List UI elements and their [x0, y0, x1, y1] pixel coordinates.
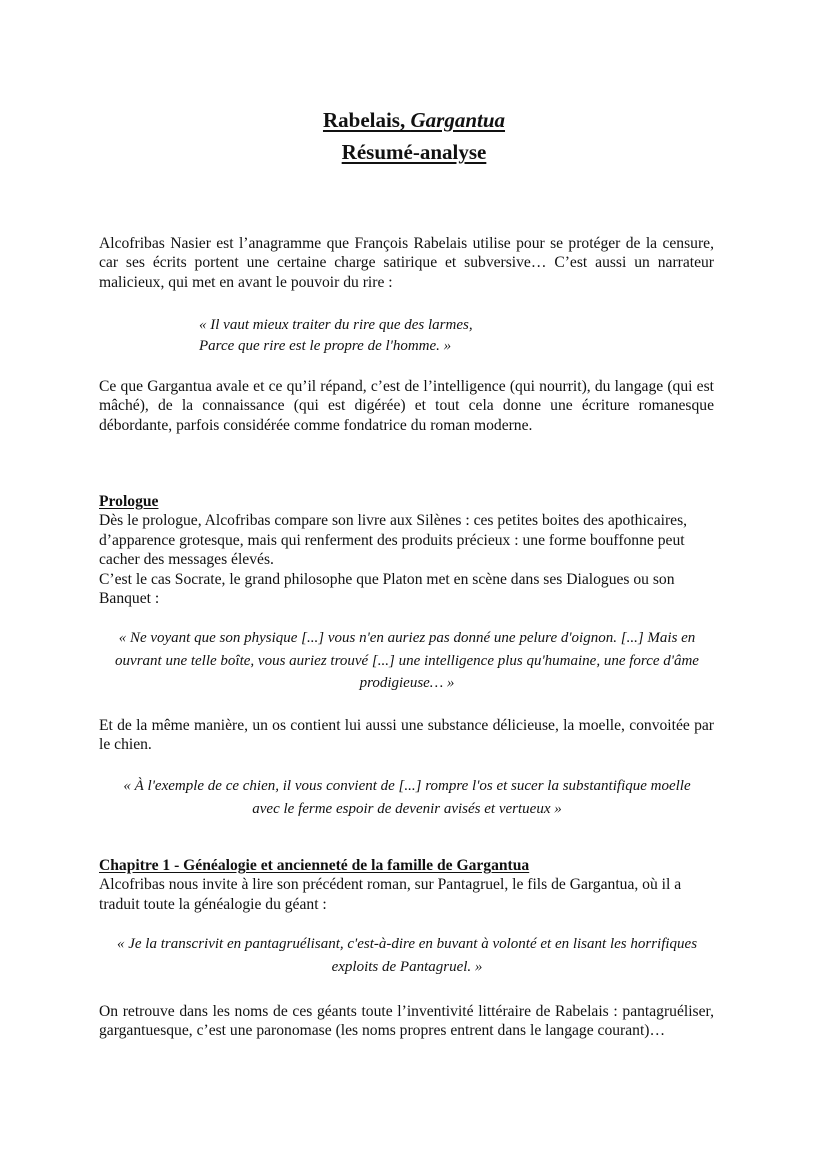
document-title: [0, 104, 828, 168]
prologue-heading: Prologue: [99, 493, 159, 510]
intro-quote-line-1: « Il vaut mieux traiter du rire que des larmes,: [199, 317, 473, 333]
intro-paragraph-2: Ce que Gargantua avale et ce qu’il répand, c’est de l’intelligence (qui nourrit), du langage (qui est mâché), de la connaissance (qui est digérée) et tout cela donne une écriture romanesque débordante, parfois considérée comme fondatrice du roman moderne.: [99, 378, 714, 434]
chapter-1-heading: Chapitre 1 - Généalogie et ancienneté de la famille de Gargantua: [99, 857, 530, 874]
prologue-paragraph-3-block: [99, 716, 714, 755]
intro-quote-line-2: Parce que rire est le propre de l'homme. »: [199, 338, 452, 354]
prologue-paragraph-2: C’est le cas Socrate, le grand philosophe que Platon met en scène dans ses Dialogues ou son Banquet :: [99, 570, 675, 608]
chapter-1-quote: « Je la transcrivit en pantagruélisant, c'est-à-dire en buvant à volonté et en lisant les horrifiques exploits de Pantagruel. »: [116, 936, 698, 975]
intro-paragraph-1-block: [99, 234, 714, 292]
chapter-1-section: [99, 856, 714, 914]
chapter-1-paragraph-2-block: [99, 1002, 714, 1041]
intro-paragraph-1: Alcofribas Nasier est l’anagramme que François Rabelais utilise pour se protéger de la censure, car ses écrits portent une certaine charge satirique et subversive… C’est aussi un narrateur malicieux, qui met en avant le pouvoir du rire :: [99, 235, 714, 291]
chapter-1-paragraph-2: On retrouve dans les noms de ces géants toute l’inventivité littéraire de Rabelais : pantagruéliser, gargantuesque, c’est une paronomase (les noms propres entrent dans le langage courant)…: [99, 1003, 714, 1040]
title-author: Rabelais,: [322, 108, 411, 132]
prologue-paragraph-3: Et de la même manière, un os contient lui aussi une substance délicieuse, la moelle, convoitée par le chien.: [99, 717, 714, 754]
intro-quote: [199, 315, 699, 357]
title-work: Gargantua: [410, 108, 506, 132]
prologue-section: [99, 492, 714, 608]
title-subtitle: Résumé-analyse: [341, 140, 487, 164]
prologue-quote-socrate: « Ne voyant que son physique [...] vous n'en auriez pas donné une pelure d'oignon. [...] Mais en ouvrant une telle boîte, vous auriez trouvé [...] une intelligence plus qu'humaine, une force d'âme prodigieuse… »: [115, 630, 699, 691]
prologue-paragraph-1: Dès le prologue, Alcofribas compare son livre aux Silènes : ces petites boites des apothicaires, d’apparence grotesque, mais qui renferment des produits précieux : une forme bouffonne peut cacher des messages élevés.: [99, 512, 688, 569]
chapter-1-paragraph-1: Alcofribas nous invite à lire son précédent roman, sur Pantagruel, le fils de Gargantua, où il a traduit toute la généalogie du géant :: [99, 876, 682, 913]
intro-paragraph-2-block: [99, 377, 714, 435]
prologue-quote-chien: « À l'exemple de ce chien, il vous convient de [...] rompre l'os et sucer la substantifique moelle avec le ferme espoir de devenir avisés et vertueux »: [123, 778, 691, 817]
title-line-author-work: [0, 104, 828, 136]
